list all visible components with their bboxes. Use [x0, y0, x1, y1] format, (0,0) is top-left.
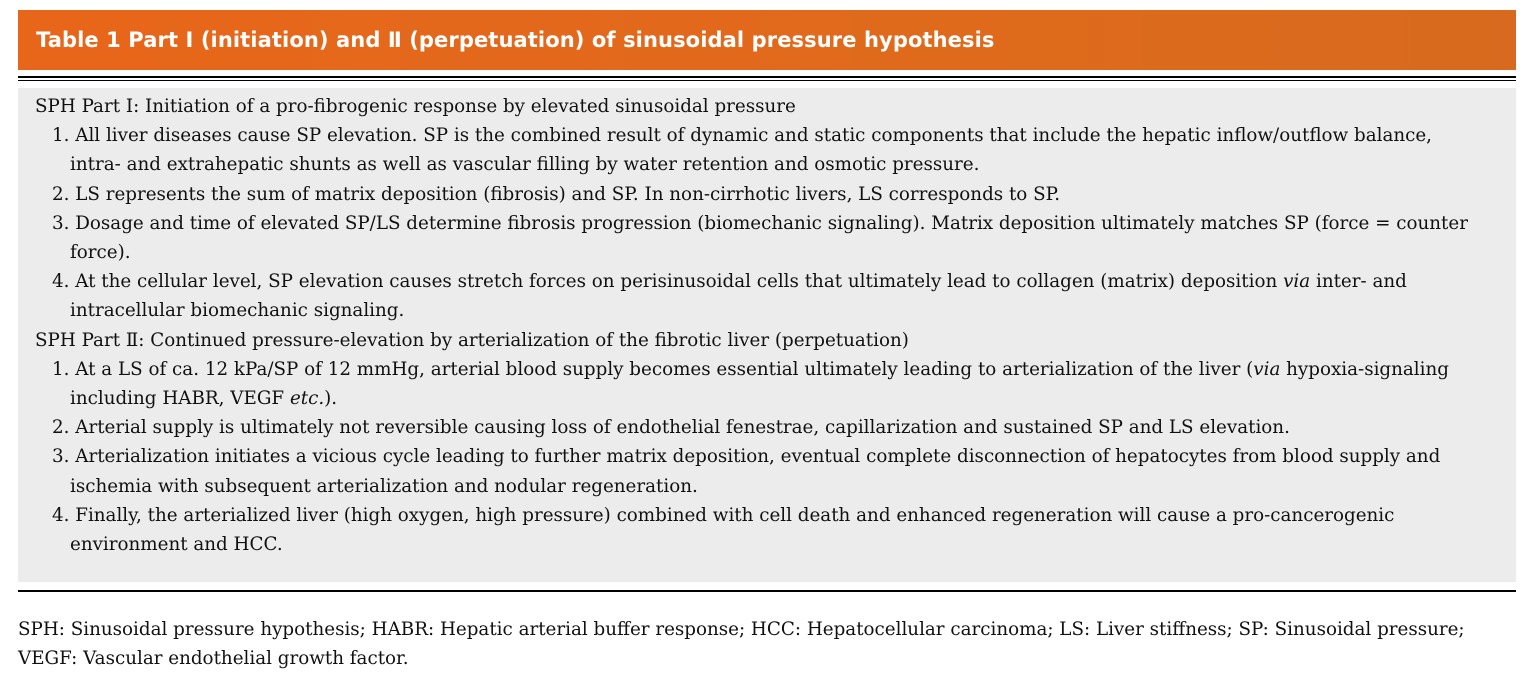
part2-item-2	[18, 413, 1516, 442]
part2-item-1-line2-b: ).	[324, 388, 338, 410]
footnote-line-1: SPH: Sinusoidal pressure hypothesis; HABR: Hepatic arterial buffer response; HCC: Hepatocellular carcinoma; LS: Liver stiffness; SP: Sinusoidal pressure;	[18, 619, 1465, 640]
part1-item-4-text-b: inter- and	[1310, 271, 1407, 293]
part2-item-1	[18, 355, 1516, 413]
part2-item-3-line1: 3. Arterialization initiates a vicious cycle leading to further matrix deposition, eventual complete disconnection of hepatocytes from blood supply and	[52, 446, 1441, 468]
part2-heading: SPH Part Ⅱ: Continued pressure-elevation by arterialization of the fibrotic liver (perpetuation)	[35, 329, 909, 351]
part2-item-4-line2: environment and HCC.	[70, 534, 283, 556]
table-body	[18, 88, 1516, 582]
part1-item-4-line2: intracellular biomechanic signaling.	[70, 300, 405, 322]
part1-item-3-line1: 3. Dosage and time of elevated SP/LS determine fibrosis progression (biomechanic signaling). Matrix deposition ultimately matches SP (force = counter	[52, 212, 1468, 234]
part2-item-4-line1: 4. Finally, the arterialized liver (high oxygen, high pressure) combined with cell death and enhanced regeneration will cause a pro-cancerogenic	[52, 504, 1395, 526]
part2-item-3-line2: ischemia with subsequent arterialization and nodular regeneration.	[70, 475, 698, 497]
part1-item-2	[18, 180, 1516, 209]
part1-item-2-line1: 2. LS represents the sum of matrix deposition (fibrosis) and SP. In non-cirrhotic livers, LS corresponds to SP.	[52, 183, 1061, 205]
top-rule-thin	[18, 80, 1516, 81]
part1-item-1-line1: 1. All liver diseases cause SP elevation. SP is the combined result of dynamic and static components that include the hepatic inflow/outflow balance,	[52, 125, 1432, 147]
part1-item-3-line2: force).	[70, 242, 131, 264]
part2-item-1-line2-a: including HABR, VEGF	[70, 388, 290, 410]
part2-item-1-line1	[52, 355, 1512, 384]
part2-item-3	[18, 442, 1516, 500]
part2-item-4	[18, 501, 1516, 559]
part2-item-1-line2-italic: etc.	[289, 388, 325, 410]
table-title: Table 1 Part Ⅰ (initiation) and Ⅱ (perpetuation) of sinusoidal pressure hypothesis	[36, 28, 995, 52]
table-title-bar	[18, 10, 1516, 70]
part1-heading: SPH Part Ⅰ: Initiation of a pro-fibrogenic response by elevated sinusoidal pressure	[35, 96, 796, 117]
part2-item-1-text-b: hypoxia-signaling	[1280, 358, 1449, 380]
part1-item-4-line1	[52, 267, 1512, 296]
table-footnote	[18, 615, 1518, 673]
part2-item-1-text-a: 1. At a LS of ca. 12 kPa/SP of 12 mmHg, arterial blood supply becomes essential ultimately leading to arterialization of the liver (	[52, 358, 1254, 380]
part1-item-4-italic: via	[1283, 271, 1311, 293]
footnote-line-2: VEGF: Vascular endothelial growth factor.	[18, 648, 409, 669]
part2-item-1-italic: via	[1253, 358, 1281, 380]
part1-item-1-line2: intra- and extrahepatic shunts as well as vascular filling by water retention and osmotic pressure.	[70, 154, 980, 176]
part1-item-1	[18, 121, 1516, 179]
bottom-rule	[18, 590, 1516, 592]
part2-item-1-line2	[52, 384, 1512, 413]
top-rule-thick	[18, 76, 1516, 78]
part1-item-3	[18, 209, 1516, 267]
part2-item-2-line1: 2. Arterial supply is ultimately not reversible causing loss of endothelial fenestrae, capillarization and sustained SP and LS elevation.	[52, 417, 1290, 439]
part1-item-4-text-a: 4. At the cellular level, SP elevation causes stretch forces on perisinusoidal cells that ultimately lead to collagen (matrix) deposition	[52, 271, 1284, 293]
part1-item-4	[18, 267, 1516, 325]
